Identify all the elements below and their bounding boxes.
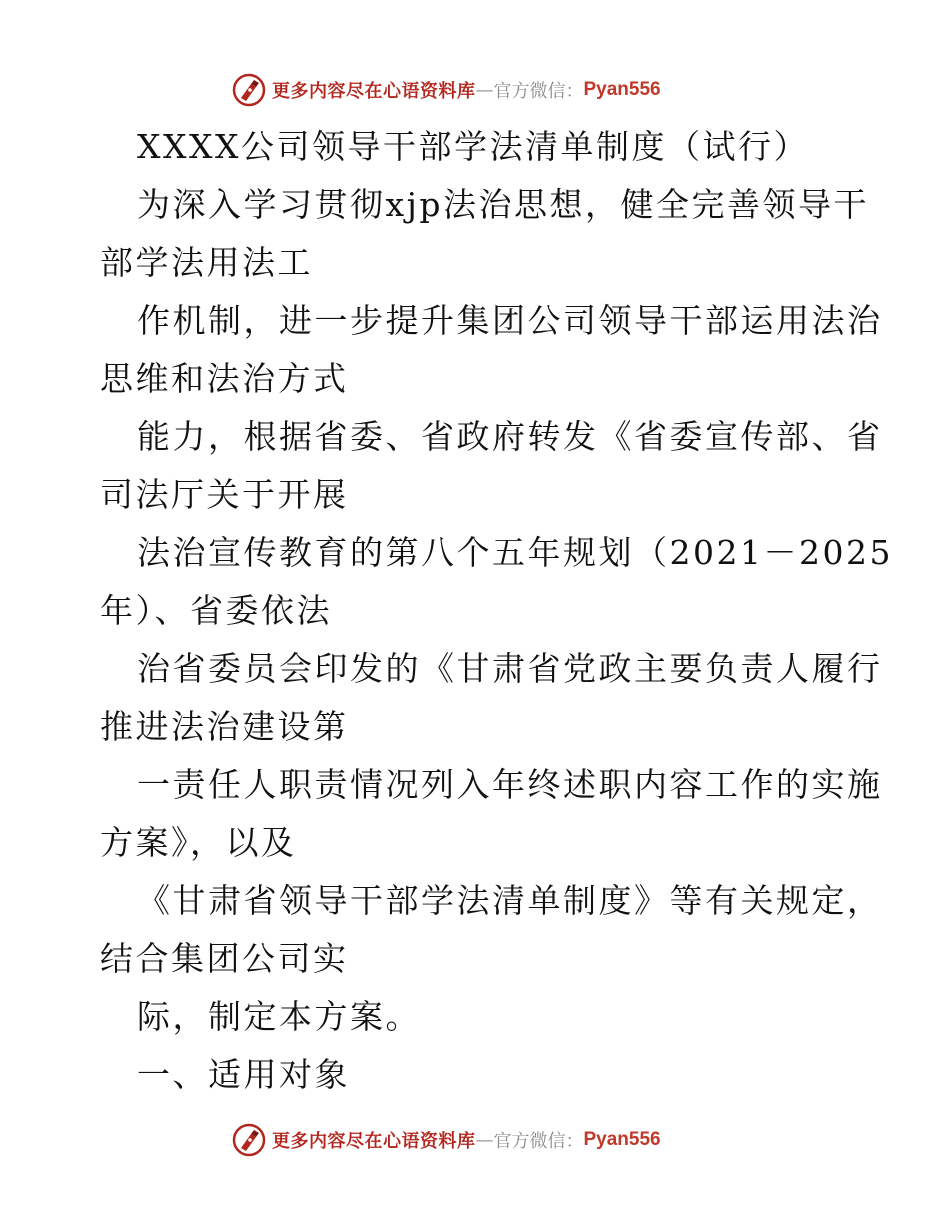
paragraph-line: 一责任人职责情况列入年终述职内容工作的实施	[137, 765, 883, 804]
paragraph-line: 《甘肃省领导干部学法清单制度》等有关规定，	[137, 881, 883, 920]
pen-nib-logo-icon	[232, 73, 266, 107]
document-title: XXXX公司领导干部学法清单制度（试行）	[137, 127, 809, 166]
paragraph-line: 方案》，以及	[100, 823, 297, 862]
paragraph-line: 治省委员会印发的《甘肃省党政主要负责人履行	[137, 649, 883, 688]
section-heading: 一、适用对象	[137, 1055, 350, 1094]
watermark-wechat-label: 官方微信：	[493, 81, 584, 102]
watermark-text: 更多内容尽在心语资料库	[272, 1131, 476, 1152]
watermark-wechat-id: Pyan556	[583, 79, 661, 100]
paragraph-line: 司法厅关于开展	[100, 475, 349, 514]
paragraph-line: 能力，根据省委、省政府转发《省委宣传部、省	[137, 417, 883, 456]
watermark-wechat-id: Pyan556	[583, 1129, 661, 1150]
watermark-dash: —	[475, 1129, 494, 1151]
pen-nib-logo-icon	[232, 1123, 266, 1157]
watermark-text: 更多内容尽在心语资料库	[272, 81, 476, 102]
document-body	[100, 118, 893, 1104]
paragraph-line: 为深入学习贯彻xjp法治思想，健全完善领导干	[137, 185, 869, 224]
paragraph-line: 推进法治建设第	[100, 707, 349, 746]
paragraph-line: 结合集团公司实	[100, 939, 349, 978]
watermark-wechat-label: 官方微信：	[493, 1131, 584, 1152]
paragraph-line: 部学法用法工	[100, 243, 313, 282]
paragraph-line: 作机制，进一步提升集团公司领导干部运用法治	[137, 301, 883, 340]
footer-watermark	[232, 1122, 661, 1158]
paragraph-line: 法治宣传教育的第八个五年规划（2021－2025	[137, 533, 893, 572]
paragraph-line: 年）、省委依法	[100, 591, 332, 630]
paragraph-line: 际，制定本方案。	[137, 997, 421, 1036]
paragraph-line: 思维和法治方式	[100, 359, 349, 398]
watermark-dash: —	[475, 79, 494, 101]
header-watermark	[232, 72, 661, 108]
